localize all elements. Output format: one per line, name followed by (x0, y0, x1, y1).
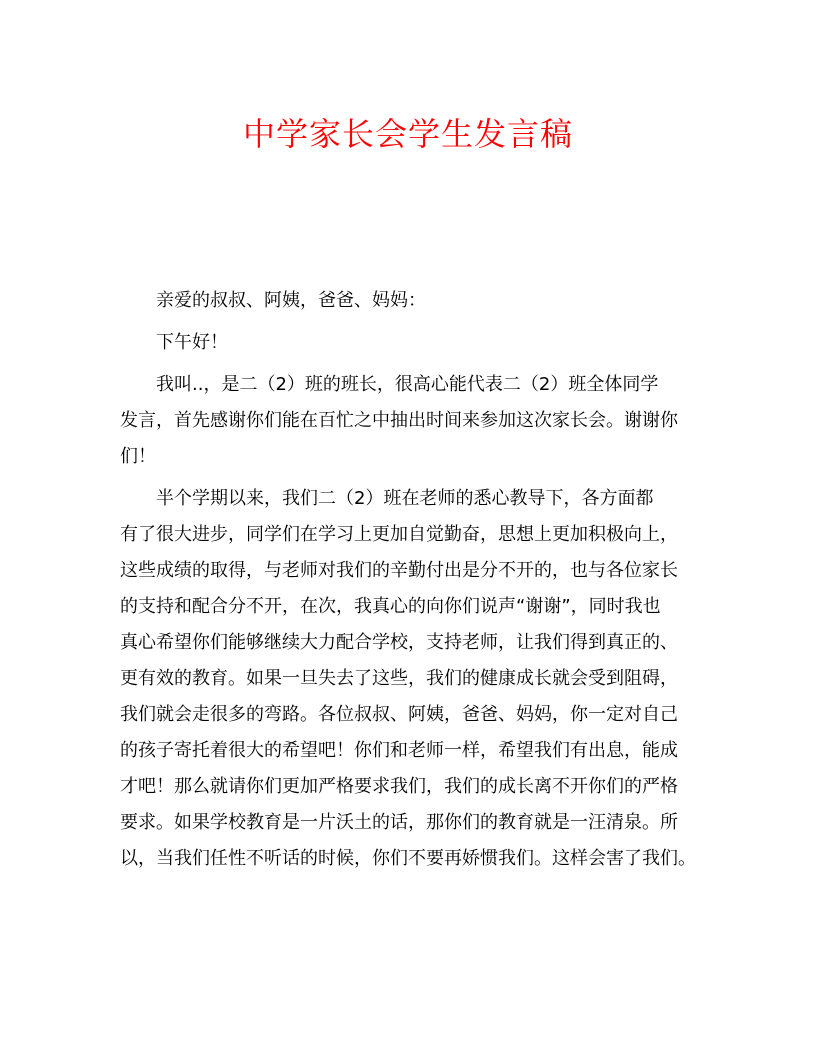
text-line: 才吧！那么就请你们更加严格要求我们，我们的成长离不开你们的严格 (120, 776, 678, 797)
paragraph-salutation (120, 283, 698, 319)
text-line: 下午好！ (120, 332, 228, 353)
paragraph-main (120, 481, 698, 877)
text-line: 更有效的教育。如果一旦失去了这些，我们的健康成长就会受到阻碍， (120, 668, 678, 689)
text-line: 发言，首先感谢你们能在百忙之中抽出时间来参加这次家长会。谢谢你 (120, 410, 678, 431)
text-line: 半个学期以来，我们二（2）班在老师的悉心教导下，各方面都 (120, 488, 654, 509)
text-line: 我叫..，是二（2）班的班长，很高心能代表二（2）班全体同学 (120, 374, 659, 395)
document-title: 中学家长会学生发言稿 (242, 115, 573, 153)
text-line: 的支持和配合分不开，在次，我真心的向你们说声“谢谢”，同时我也 (120, 596, 661, 617)
paragraph-greeting (120, 325, 698, 361)
text-line: 的孩子寄托着很大的希望吧！你们和老师一样，希望我们有出息，能成 (120, 740, 678, 761)
document-body (120, 283, 698, 877)
text-line: 亲爱的叔叔、阿姨，爸爸、妈妈： (120, 290, 426, 311)
text-line: 真心希望你们能够继续大力配合学校，支持老师，让我们得到真正的、 (120, 632, 678, 653)
text-line: 以，当我们任性不听话的时候，你们不要再娇惯我们。这样会害了我们。 (120, 848, 696, 869)
text-line: 我们就会走很多的弯路。各位叔叔、阿姨，爸爸、妈妈，你一定对自己 (120, 704, 678, 725)
text-line: 这些成绩的取得，与老师对我们的辛勤付出是分不开的，也与各位家长 (120, 560, 678, 581)
paragraph-introduction (120, 367, 698, 475)
text-line: 要求。如果学校教育是一片沃土的话，那你们的教育就是一汪清泉。所 (120, 812, 678, 833)
text-line: 有了很大进步，同学们在学习上更加自觉勤奋，思想上更加积极向上， (120, 524, 678, 545)
text-line: 们！ (120, 446, 156, 467)
